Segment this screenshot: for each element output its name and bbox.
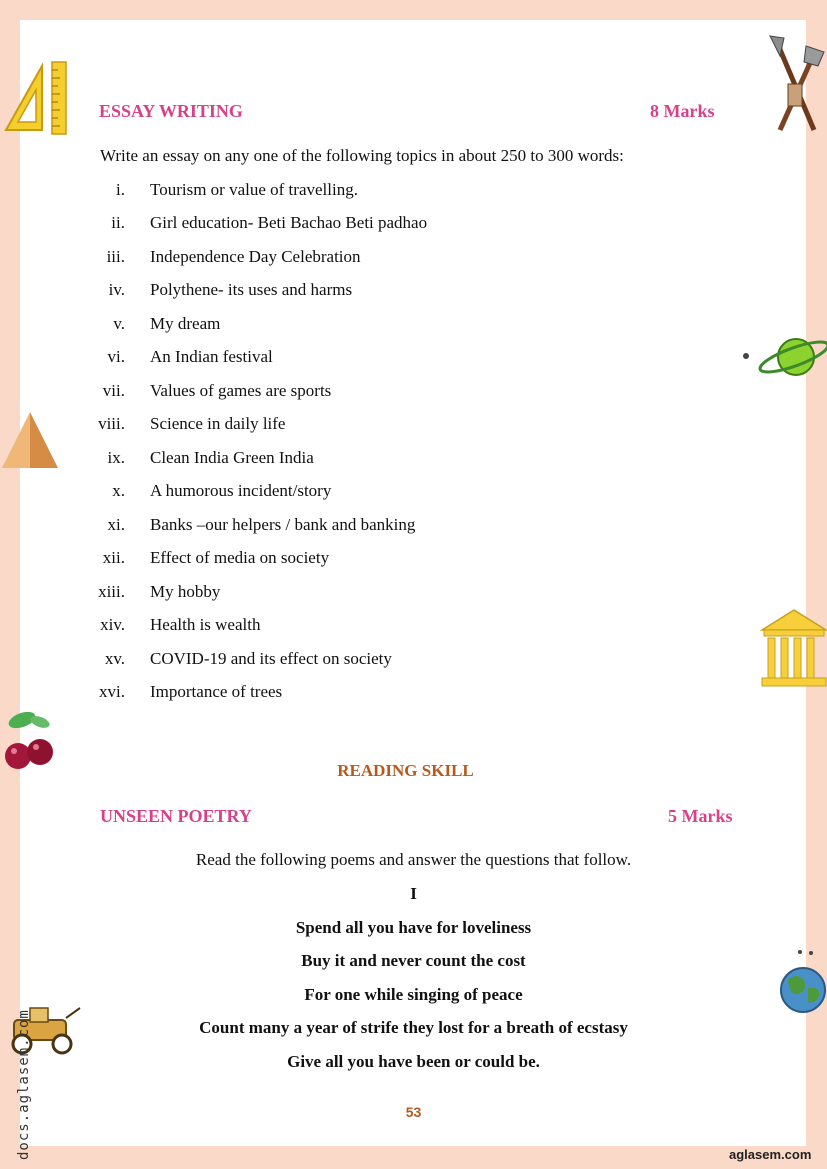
poem-line: Give all you have been or could be.	[287, 1052, 540, 1071]
stone-age-tools-icon	[762, 34, 826, 134]
poetry-marks: 5 Marks	[668, 806, 733, 826]
poetry-heading: UNSEEN POETRY	[100, 806, 252, 826]
list-item-text: An Indian festival	[150, 347, 273, 366]
list-item-number: iii.	[106, 247, 125, 266]
list-item-number: ix.	[107, 448, 125, 467]
list-item-text: My hobby	[150, 582, 221, 601]
reading-skill-heading: READING SKILL	[337, 761, 474, 780]
footer-site[interactable]: aglasem.com	[729, 1147, 812, 1162]
list-item-text: Effect of media on society	[150, 548, 330, 567]
set-square-ruler-icon	[2, 60, 68, 136]
poem-line: Spend all you have for loveliness	[295, 918, 532, 937]
list-item-number: vi.	[107, 347, 125, 366]
list-item-text: Health is wealth	[150, 615, 261, 634]
list-item-number: iv.	[108, 280, 125, 299]
list-item-number: xiii.	[98, 582, 125, 601]
list-item-text: Science in daily life	[150, 414, 286, 433]
list-item-text: COVID-19 and its effect on society	[150, 649, 392, 668]
list-item-text: Independence Day Celebration	[150, 247, 361, 266]
planet-saturn-icon	[740, 330, 827, 384]
essay-instruction: Write an essay on any one of the following topics in about 250 to 300 words:	[100, 146, 624, 165]
poem-line: Count many a year of strife they lost for a breath of ecstasy	[199, 1018, 628, 1037]
poem-line: For one while singing of peace	[304, 985, 523, 1004]
list-item-text: A humorous incident/story	[150, 481, 332, 500]
greek-temple-icon	[760, 608, 827, 688]
list-item-number: i.	[116, 180, 125, 199]
list-item-text: My dream	[150, 314, 221, 333]
list-item-text: Girl education- Beti Bachao Beti padhao	[150, 213, 428, 232]
poem-line: Buy it and never count the cost	[301, 951, 526, 970]
list-item-number: xv.	[104, 649, 125, 668]
list-item-text: Clean India Green India	[150, 448, 314, 467]
list-item-number: viii.	[98, 414, 125, 433]
vertical-watermark: docs.aglasem.com	[16, 1009, 32, 1160]
list-item-text: Importance of trees	[150, 682, 283, 701]
list-item-number: xii.	[102, 548, 125, 567]
list-item-number: vii.	[102, 381, 125, 400]
poetry-instruction: Read the following poems and answer the questions that follow.	[195, 850, 632, 869]
list-item-number: x.	[112, 481, 125, 500]
list-item-number: xi.	[107, 515, 125, 534]
poem-number: I	[410, 884, 417, 903]
list-item-text: Tourism or value of travelling.	[150, 180, 358, 199]
essay-marks: 8 Marks	[650, 101, 715, 121]
list-item-number: xvi.	[99, 682, 125, 701]
list-item-text: Banks –our helpers / bank and banking	[150, 515, 416, 534]
page-sheet	[20, 20, 806, 1146]
essay-heading: ESSAY WRITING	[99, 101, 243, 121]
page-number: 53	[405, 1104, 422, 1120]
list-item-text: Values of games are sports	[150, 381, 332, 400]
list-item-number: v.	[113, 314, 125, 333]
list-item-text: Polythene- its uses and harms	[150, 280, 353, 299]
list-item-number: ii.	[111, 213, 125, 232]
list-item-number: xiv.	[100, 615, 125, 634]
